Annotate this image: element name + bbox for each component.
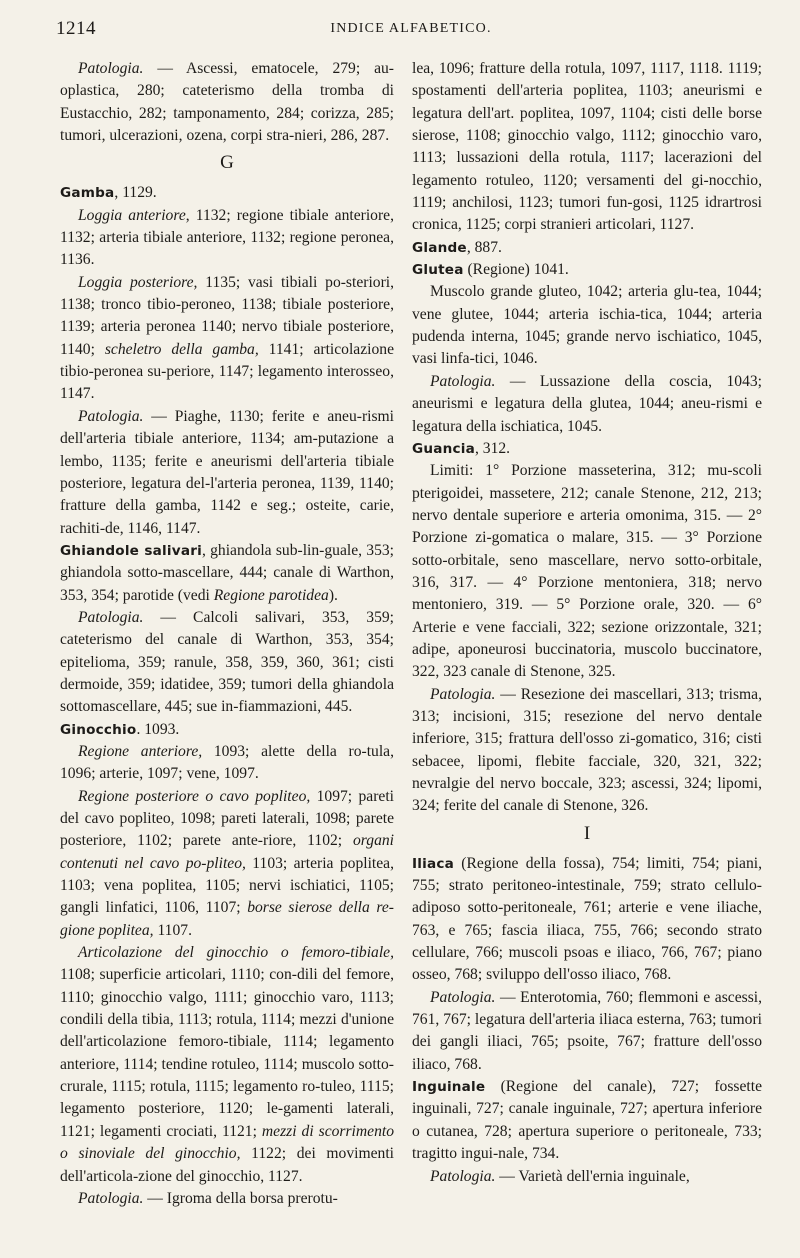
right-column <box>412 58 762 1188</box>
subheading: Loggia anteriore <box>78 206 186 224</box>
headword-guancia: Guancia <box>412 440 475 457</box>
entry-inguinale-patologia <box>412 1166 762 1188</box>
headword-iliaca: Iliaca <box>412 855 454 872</box>
entry-text: — Varietà dell'ernia inguinale, <box>495 1167 690 1185</box>
entry-inguinale <box>412 1076 762 1165</box>
section-letter-g: G <box>220 152 234 174</box>
entry-text: — Calcoli salivari, 353, 359; cateterismo del canale di Warthon, 353, 354; epitelioma, 359; ranule, 358, 359, 360, 361; cisti dermoide, 359; idatidee, 359; tumori della ghiandola sottomascellare, 445; sue in-fiammazioni, 445. <box>60 608 394 716</box>
page-header <box>56 18 766 44</box>
entry-ginocchio-patologia <box>60 1188 394 1210</box>
subheading-patologia: Patologia. <box>78 1189 144 1207</box>
entry-text: 1103; arteria poplitea, 1103; vena poplitea, 1105; nervi ischiatici, 1105; gangli linfatici, 1106, 1107; <box>60 854 394 917</box>
entry-gamba-patologia <box>60 406 394 540</box>
entry-text: 1141; articolazione tibio-peronea su-periore, 1147; legamento interosseo, 1147. <box>60 340 395 403</box>
subheading: scheletro della gamba, <box>104 340 259 358</box>
entry-guancia-patologia <box>412 684 762 818</box>
entry-patologia-continued <box>60 58 394 147</box>
entry-text: — Ascessi, ematocele, 279; au-oplastica, 280; cateterismo della tromba di Eustacchio, 282; tamponamento, 284; corizza, 285; tumori, ulcerazioni, ozena, corpi stra-nieri, 286, 287. <box>60 60 394 145</box>
headword-inguinale: Inguinale <box>412 1079 486 1096</box>
subheading-patologia: Patologia. <box>430 1167 496 1185</box>
subheading-patologia: Patologia. <box>78 407 144 425</box>
subheading: borse sierose della re-gione poplitea, <box>60 899 394 939</box>
headword-ginocchio: Ginocchio <box>60 721 137 738</box>
entry-ginocchio-regione-anteriore <box>60 741 394 786</box>
subheading: Regione anteriore, <box>78 742 203 760</box>
subheading: organi contenuti nel cavo po-pliteo, <box>60 832 394 872</box>
subheading-patologia: Patologia. <box>78 608 144 626</box>
subheading: Loggia posteriore, <box>78 273 198 291</box>
entry-text: , 887. <box>466 238 502 256</box>
left-column <box>60 58 394 1210</box>
entry-text: 1108; superficie articolari, 1110; con-dili del femore, 1110; ginocchio valgo, 1111; ginocchio varo, 1113; condili della tibia, 1113; rotula, 1114; mezzi d'unione dell'articolazione femoro-tibiale, 1114; legamento anteriore, 1114; tendine rotuleo, 1114; muscolo sotto-crurale, 1115; rotula, 1115; legamento ro-tuleo, 1115; legamento posteriore, 1120; le-gamenti laterali, 1121; legamenti crociati, 1121; <box>60 966 394 1140</box>
entry-text: 1122; dei movimenti dell'articola-zione del ginocchio, 1127. <box>60 1145 394 1185</box>
entry-iliaca-patologia <box>412 987 762 1076</box>
entry-ginocchio-continued: lea, 1096; fratture della rotula, 1097, 1117, 1118. 1119; spostamenti dell'arteria poplitea, 1103; aneurismi e legatura dell'art. poplitea, 1097, 1104; cisti delle borse sierose, 1108; ginocchio valgo, 1112; ginocchio varo, 1113; lussazioni della rotula, 1117; lacerazioni del legamento rotuleo, 1120; versamenti del gi-nocchio, 1119; anchilosi, 1123; tumori fun-gosi, 1125 idrartrosi cronica, 1125; corpi stranieri articolari, 1127. <box>412 60 762 234</box>
entry-gamba-loggia-posteriore <box>60 272 394 406</box>
entry-text: (Regione del canale), 727; fossette inguinali, 727; canale inguinale, 727; apertura inferiore o cutanea, 728; apertura superiore o peritoneale, 733; tragitto ingui-nale, 734. <box>412 1078 762 1163</box>
entry-glutea <box>412 259 762 281</box>
entry-glande <box>412 237 762 259</box>
headword-glande: Glande <box>412 239 467 256</box>
entry-ghiandole-salivari: Ghiandole salivari, ghiandola sub-lin-guale, 353; ghiandola sotto-mascellare, 444; canale di Warthon, 353, 354; parotide (vedi Regione parotidea). <box>60 541 394 604</box>
entry-text: — Piaghe, 1130; ferite e aneu-rismi dell'arteria tibiale anteriore, 1134; am-putazione a lembo, 1135; ferite e aneurismi dell'arteria tibiale posteriore, legatura del-l'arteria peronea, 1139, 1140; fratture della gamba, 1142 e seg.; osteite, carie, rachiti-de, 1146, 1147. <box>60 407 394 537</box>
entry-text: , 1132; regione tibiale anteriore, 1132; arteria tibiale anteriore, 1132; regione peronea, 1136. <box>60 206 394 269</box>
section-letter-i: I <box>583 822 591 844</box>
entry-ginocchio-articolazione <box>60 942 394 1188</box>
subheading: Articolazione del ginocchio o femoro-tibiale, <box>78 944 394 962</box>
entry-text: 1135; vasi tibiali po-steriori, 1138; tronco tibio-peroneo, 1138; tibiale posteriore, 1139; arteria peronea 1140; nervo tibiale posteriore, 1140; <box>60 273 395 358</box>
entry-glutea-body: Muscolo grande gluteo, 1042; arteria glu-tea, 1044; vene glutee, 1044; arteria ischia-tica, 1044; arteria pudenda interna, 1045; grande nervo ischiatico, 1045, vasi linfa-tici, 1046. <box>412 283 762 368</box>
entry-ghiandole-patologia <box>60 607 394 719</box>
entry-text: — Enterotomia, 760; flemmoni e ascessi, 761, 767; legatura dell'arteria iliaca esterna, 763; tumori dei gangli iliaci, 765; psoite, 767; fratture dell'osso iliaco, 768. <box>412 988 762 1073</box>
entry-gamba <box>60 182 394 204</box>
subheading-patologia: Patologia. <box>78 60 144 77</box>
subheading-patologia: Patologia. <box>430 372 496 390</box>
subheading-patologia: Patologia. <box>430 988 496 1006</box>
subheading: mezzi di scorrimento o sinoviale del ginocchio, <box>60 1122 394 1163</box>
running-title: INDICE ALFABETICO. <box>330 21 492 36</box>
subheading-patologia: Patologia. <box>430 685 496 703</box>
entry-text: , 312. <box>474 439 511 457</box>
headword-ghiandole: Ghiandole salivari <box>60 542 202 559</box>
entry-iliaca <box>412 853 762 987</box>
headword-gamba: Gamba <box>60 185 115 202</box>
entry-guancia-body: Limiti: 1° Porzione masseterina, 312; mu-scoli pterigoidei, massetere, 212; canale Stenone, 212, 213; nervo dentale superiore e arteria omonima, 315. — 2° Porzione zi-gomatica o malare, 315. — 3° Porzione sotto-orbitale, seno mascellare, nervo sotto-orbitale, 316, 317. — 4° Porzione mentoniera, 318; nervo mentoniero, 319. — 5° Porzione orale, 320. — 6° Arterie e vene facciali, 322; sezione orizzontale, 321; adipe, aponeurosi buccinatoria, muscolo buccinatore, 322, 323 canale di Stenone, 325. <box>412 462 762 681</box>
entry-text: — Resezione dei mascellari, 313; trisma, 313; incisioni, 315; resezione del nervo dentale inferiore, 315; frattura dell'osso zi-gomatico, 316; cisti sebacee, lipomi, flebite facciale, 320, 321, 322; nevralgie del nervo boccale, 323; ascessi, 324; lipomi, 324; ferite del canale di Stenone, 326. <box>412 685 762 815</box>
entry-text: . 1093. <box>136 720 180 738</box>
headword-glutea: Glutea <box>412 262 464 279</box>
entry-text: 1093; alette della ro-tula, 1096; arterie, 1097; vene, 1097. <box>60 742 394 783</box>
page-number: 1214 <box>56 18 96 39</box>
entry-text: , ghiandola sub-lin-guale, 353; ghiandola sotto-mascellare, 444; canale di Warthon, 353, 354; parotide (vedi <box>60 541 394 604</box>
entry-text: — Igroma della borsa prerotu- <box>143 1189 338 1207</box>
entry-text: 1107. <box>153 921 192 939</box>
entry-text: 1097; pareti del cavo popliteo, 1098; pareti laterali, 1098; parete posteriore, 1102; parete ante-riore, 1102; <box>60 787 394 850</box>
entry-ginocchio-regione-posteriore <box>60 786 394 942</box>
entry-guancia <box>412 438 762 460</box>
entry-text: — Lussazione della coscia, 1043; aneurismi e legatura della glutea, 1044; aneu-rismi e legatura della ischiatica, 1045. <box>412 372 762 435</box>
entry-ginocchio <box>60 719 394 741</box>
subheading: Regione posteriore o cavo popliteo, <box>78 787 311 805</box>
entry-text: (Regione) 1041. <box>463 261 569 279</box>
cross-reference: Regione parotidea <box>213 586 329 604</box>
entry-text: (Regione della fossa), 754; limiti, 754; piani, 755; strato peritoneo-intestinale, 759; strato cellulo-adiposo sotto-peritoneale, 761; arterie e vene iliache, 763, e 765; fascia iliaca, 755, 766; secondo strato cellulare, 766; muscoli psoas e iliaco, 766, 767; piano osseo, 768; sviluppo dell'osso iliaco, 768. <box>412 854 762 984</box>
entry-gamba-loggia-anteriore <box>60 205 394 272</box>
entry-text: , 1129. <box>114 184 157 202</box>
entry-glutea-patologia <box>412 371 762 438</box>
